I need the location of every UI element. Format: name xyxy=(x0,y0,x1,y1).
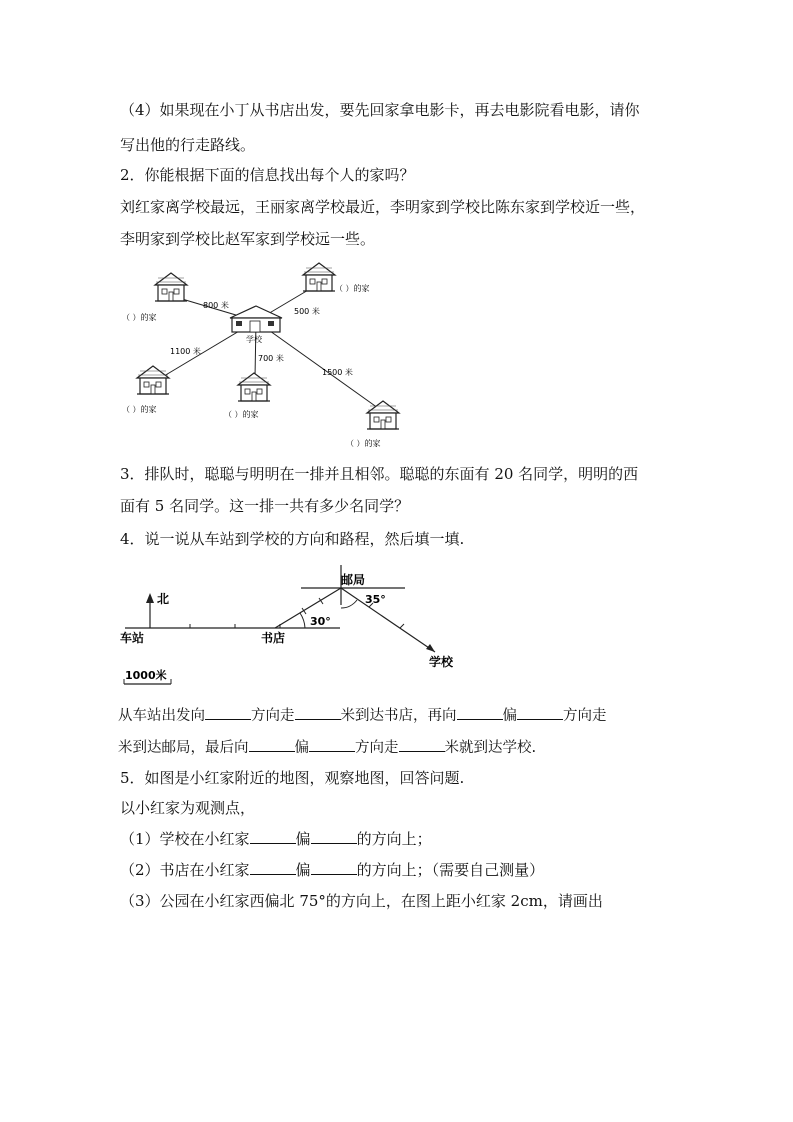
fill-text: （2）书店在小红家 xyxy=(120,861,250,879)
scale-label: 1000米 xyxy=(125,669,167,682)
fill-text: 偏 xyxy=(295,830,311,848)
q1-4-line2: 写出他的行走路线。 xyxy=(120,136,256,154)
station-label: 车站 xyxy=(120,631,145,645)
q4-fill-line2 xyxy=(118,737,536,758)
answer-blank[interactable] xyxy=(457,705,503,720)
answer-blank[interactable] xyxy=(205,705,251,720)
house-icon xyxy=(303,263,335,291)
fill-text: （1）学校在小红家 xyxy=(120,830,250,848)
answer-blank[interactable] xyxy=(250,860,296,875)
home-label: （ ）的家 xyxy=(224,410,259,419)
home-label: （ ）的家 xyxy=(122,313,157,322)
answer-blank[interactable] xyxy=(311,860,357,875)
q3-line1: 3．排队时，聪聪与明明在一排并且相邻。聪聪的东面有 20 名同学，明明的西 xyxy=(120,465,639,483)
answer-blank[interactable] xyxy=(250,829,296,844)
distance-label: 1500 米 xyxy=(322,368,353,377)
distance-label: 500 米 xyxy=(294,307,320,316)
house-icon xyxy=(155,273,187,301)
answer-blank[interactable] xyxy=(249,737,295,752)
distance-label: 700 米 xyxy=(258,354,284,363)
school-label: 学校 xyxy=(246,335,262,344)
q5-sub2 xyxy=(120,860,544,880)
angle-30-label: 30° xyxy=(310,615,331,628)
houses-distance-figure xyxy=(110,258,430,453)
answer-blank[interactable] xyxy=(309,737,355,752)
fill-text: 偏 xyxy=(502,708,517,724)
distance-label: 800 米 xyxy=(203,301,229,310)
fill-text: 方向走 xyxy=(563,708,607,724)
home-label: （ ）的家 xyxy=(335,284,370,293)
north-label: 北 xyxy=(157,592,170,606)
home-label: （ ）的家 xyxy=(122,405,157,414)
fill-text: 的方向上；（需要自己测量） xyxy=(356,861,545,879)
q4-fill-line1 xyxy=(118,705,607,726)
fill-text: 偏 xyxy=(294,740,309,756)
q2-title: 2．你能根据下面的信息找出每个人的家吗？ xyxy=(120,166,415,184)
q2-line1: 刘红家离学校最远，王丽家离学校最近，李明家到学校比陈东家到学校近一些， xyxy=(120,198,646,216)
fill-text: 米就到达学校. xyxy=(444,740,537,756)
angle-35-label: 35° xyxy=(365,593,386,606)
fill-text: 从车站出发向 xyxy=(118,708,205,724)
q5-title: 5．如图是小红家附近的地图，观察地图，回答问题. xyxy=(120,769,465,787)
fill-text: 方向走 xyxy=(355,740,399,756)
q2-line2: 李明家到学校比赵军家到学校远一些。 xyxy=(120,230,376,248)
q5-sub1 xyxy=(120,829,432,849)
q5-intro: 以小红家为观测点， xyxy=(120,799,256,817)
school-label: 学校 xyxy=(429,655,454,669)
fill-text: 米到达邮局，最后向 xyxy=(118,740,249,756)
home-label: （ ）的家 xyxy=(346,439,381,448)
house-icon xyxy=(367,401,399,429)
answer-blank[interactable] xyxy=(311,829,357,844)
fill-text: 方向走 xyxy=(251,708,295,724)
house-icon xyxy=(238,373,270,401)
distance-label: 1100 米 xyxy=(170,347,201,356)
answer-blank[interactable] xyxy=(295,705,341,720)
fill-text: 偏 xyxy=(295,861,311,879)
north-arrow-icon xyxy=(146,593,154,603)
answer-blank[interactable] xyxy=(517,705,563,720)
answer-blank[interactable] xyxy=(399,737,445,752)
bookstore-label: 书店 xyxy=(261,631,286,645)
q1-4-line1: （4）如果现在小丁从书店出发，要先回家拿电影卡，再去电影院看电影，请你 xyxy=(120,101,640,119)
house-icon xyxy=(137,366,169,394)
q4-title: 4．说一说从车站到学校的方向和路程，然后填一填. xyxy=(120,530,465,548)
q3-line2: 面有 5 名同学。这一排一共有多少名同学？ xyxy=(120,497,410,515)
post-office-label: 邮局 xyxy=(341,573,366,587)
fill-text: 米到达书店，再向 xyxy=(340,708,457,724)
route-map-figure xyxy=(115,560,475,690)
q5-sub3: （3）公园在小红家西偏北 75°的方向上，在图上距小红家 2cm，请画出 xyxy=(120,892,603,910)
arrow-icon xyxy=(426,644,435,652)
fill-text: 的方向上； xyxy=(356,830,432,848)
